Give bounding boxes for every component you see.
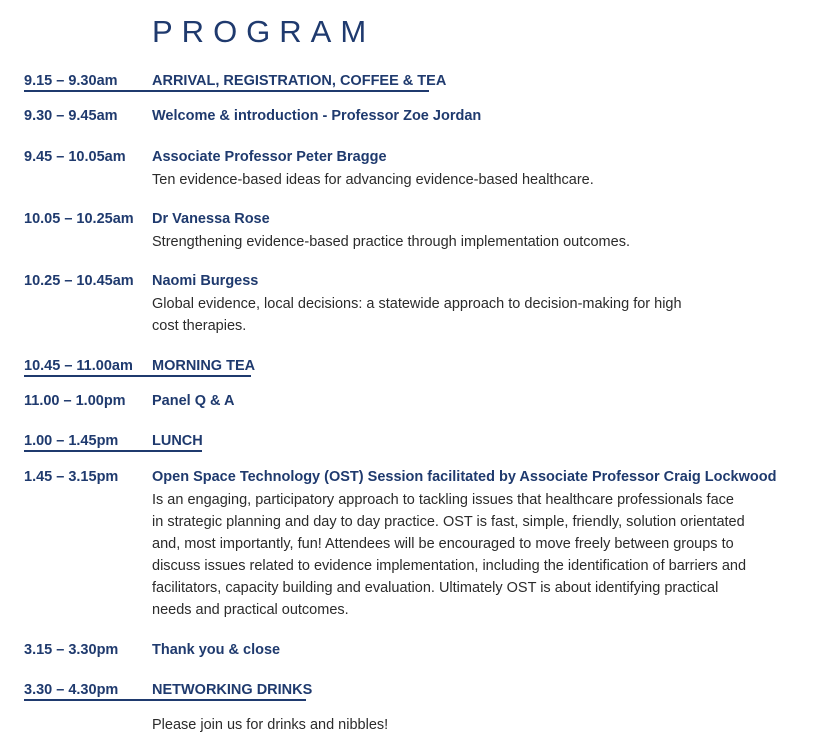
- session-description: [152, 293, 792, 337]
- time-slot: 10.05 – 10.25am: [24, 211, 134, 227]
- session-heading: Panel Q & A: [152, 393, 235, 409]
- time-slot: 9.45 – 10.05am: [24, 149, 126, 165]
- divider-line: [24, 699, 306, 701]
- description-line: needs and practical outcomes.: [152, 602, 349, 618]
- page-title: PROGRAM: [152, 14, 376, 49]
- speaker-name: Dr Vanessa Rose: [152, 211, 270, 227]
- time-slot: 9.30 – 9.45am: [24, 108, 118, 124]
- time-slot: 10.25 – 10.45am: [24, 273, 134, 289]
- divider-line: [24, 450, 202, 452]
- session-heading: Welcome & introduction - Professor Zoe Jordan: [152, 108, 482, 124]
- time-slot: 9.15 – 9.30am: [24, 73, 118, 89]
- session-description: Ten evidence-based ideas for advancing evidence-based healthcare.: [152, 172, 594, 188]
- session-heading: ARRIVAL, REGISTRATION, COFFEE & TEA: [152, 73, 447, 89]
- time-slot: 1.45 – 3.15pm: [24, 469, 119, 485]
- description-line: in strategic planning and day to day practice. OST is fast, simple, friendly, solution orientated: [152, 514, 745, 530]
- session-heading: Open Space Technology (OST) Session facilitated by Associate Professor Craig Lockwood: [152, 469, 777, 485]
- session-heading: Thank you & close: [152, 642, 281, 658]
- time-slot: 1.00 – 1.45pm: [24, 433, 119, 449]
- session-heading: NETWORKING DRINKS: [152, 682, 313, 698]
- description-line: Is an engaging, participatory approach to tackling issues that healthcare professionals face: [152, 492, 734, 508]
- description-line: discuss issues related to evidence implementation, including the identification of barriers and: [152, 558, 747, 574]
- description-line: facilitators, capacity building and evaluation. Ultimately OST is about identifying practical: [152, 580, 719, 596]
- time-slot: 10.45 – 11.00am: [24, 358, 133, 374]
- divider-line: [24, 90, 429, 92]
- session-description: Strengthening evidence-based practice through implementation outcomes.: [152, 234, 630, 250]
- session-heading: LUNCH: [152, 433, 203, 449]
- session-description: [152, 489, 802, 621]
- time-slot: 3.30 – 4.30pm: [24, 682, 119, 698]
- description-line: and, most importantly, fun! Attendees will be encouraged to move freely between groups to: [152, 536, 734, 552]
- description-line: Global evidence, local decisions: a statewide approach to decision-making for high: [152, 296, 682, 312]
- footer-note: Please join us for drinks and nibbles!: [152, 717, 389, 733]
- description-line: cost therapies.: [152, 318, 247, 334]
- time-slot: 3.15 – 3.30pm: [24, 642, 119, 658]
- speaker-name: Associate Professor Peter Bragge: [152, 149, 387, 165]
- speaker-name: Naomi Burgess: [152, 273, 259, 289]
- divider-line: [24, 375, 251, 377]
- session-heading: MORNING TEA: [152, 358, 256, 374]
- time-slot: 11.00 – 1.00pm: [24, 393, 126, 409]
